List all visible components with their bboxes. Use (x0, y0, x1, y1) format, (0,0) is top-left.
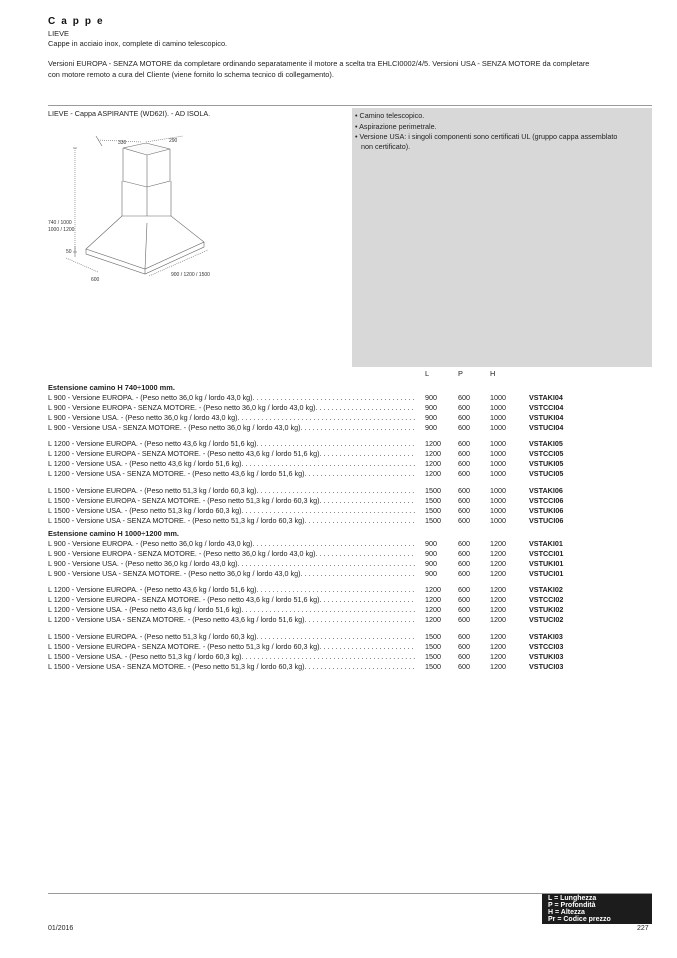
row-description: L 1500 - Versione USA. - (Peso netto 51,3 kg / lordo 60,3 kg). . . . (48, 506, 416, 516)
row-code: VSTUCI05 (529, 469, 564, 479)
table-row (48, 506, 608, 516)
row-description: L 1500 - Versione EUROPA. - (Peso netto 51,3 kg / lordo 60,3 kg). . . . (48, 632, 416, 642)
row-code: VSTUKI02 (529, 605, 564, 615)
row-code: VSTCCI03 (529, 641, 564, 651)
row-code: VSTAKI03 (529, 631, 563, 641)
table-row (48, 569, 608, 579)
table-row (48, 449, 608, 459)
row-description: L 1500 - Versione USA. - (Peso netto 51,3 kg / lordo 60,3 kg). . . . (48, 652, 416, 662)
row-height: 1000 (490, 439, 506, 449)
row-description: L 1500 - Versione EUROPA - SENZA MOTORE. - (Peso netto 51,3 kg / lordo 60,3 kg). . . . (48, 496, 416, 506)
row-code: VSTAKI01 (529, 539, 563, 548)
feature-item: • Versione USA: i singoli componenti sono certificati UL (gruppo cappa assemblato (355, 132, 618, 141)
row-depth: 600 (458, 641, 470, 651)
row-code: VSTUCI02 (529, 615, 564, 625)
row-height: 1200 (490, 631, 506, 641)
column-header-depth: P (458, 369, 463, 378)
row-code: VSTUCI04 (529, 422, 564, 432)
legend-item: P = Profondità (548, 902, 596, 909)
row-length: 1200 (425, 469, 441, 479)
table-row (48, 605, 608, 615)
dim-height-label-b: 1000 / 1200 (48, 227, 75, 233)
row-length: 1500 (425, 515, 441, 525)
row-length: 900 (425, 393, 437, 402)
row-code: VSTCCI02 (529, 595, 564, 605)
row-code: VSTCCI04 (529, 402, 564, 412)
row-code: VSTUKI06 (529, 505, 564, 515)
table-row (48, 632, 608, 642)
row-description: L 1500 - Versione EUROPA. - (Peso netto 51,3 kg / lordo 60,3 kg). . . . (48, 486, 416, 496)
feature-item: non certificato). (361, 142, 411, 151)
table-row (48, 423, 608, 433)
table-row (48, 459, 608, 469)
page-title: Cappe (48, 16, 109, 27)
legend-item: L = Lunghezza (548, 895, 597, 902)
row-length: 1500 (425, 641, 441, 651)
row-depth: 600 (458, 651, 470, 661)
row-length: 1500 (425, 631, 441, 641)
row-depth: 600 (458, 469, 470, 479)
row-height: 1200 (490, 548, 506, 558)
versions-text-line-2: con motore remoto a cura del Cliente (viene fornito lo schema tecnico di collegamento). (48, 70, 334, 79)
table-row (48, 549, 608, 559)
row-code: VSTAKI04 (529, 393, 563, 402)
row-description: L 1500 - Versione EUROPA - SENZA MOTORE. - (Peso netto 51,3 kg / lordo 60,3 kg). . . . (48, 642, 416, 652)
row-height: 1000 (490, 495, 506, 505)
row-code: VSTUCI03 (529, 661, 564, 671)
dim-height-label-a: 740 / 1000 (48, 220, 72, 226)
row-length: 1200 (425, 605, 441, 615)
row-description: L 1200 - Versione EUROPA - SENZA MOTORE. - (Peso netto 43,6 kg / lordo 51,6 kg). . . . (48, 595, 416, 605)
row-description: L 1200 - Versione EUROPA. - (Peso netto 43,6 kg / lordo 51,6 kg). . . . (48, 439, 416, 449)
row-depth: 600 (458, 661, 470, 671)
row-code: VSTCCI05 (529, 449, 564, 459)
table-row (48, 539, 608, 549)
row-depth: 600 (458, 539, 470, 548)
intro-text: Cappe in acciaio inox, complete di camino telescopico. (48, 39, 228, 48)
product-title: LIEVE - Cappa ASPIRANTE (WD62I). - AD ISOLA. (48, 109, 211, 118)
footer-date: 01/2016 (48, 925, 74, 932)
table-row (48, 516, 608, 526)
row-height: 1000 (490, 412, 506, 422)
row-depth: 600 (458, 459, 470, 469)
row-length: 900 (425, 568, 437, 578)
row-description: L 900 - Versione USA. - (Peso netto 36,0 kg / lordo 43,0 kg). . . . (48, 559, 416, 569)
row-length: 900 (425, 548, 437, 558)
row-length: 1200 (425, 595, 441, 605)
table-row (48, 642, 608, 652)
row-code: VSTUCI06 (529, 515, 564, 525)
legend-item: H = Altezza (548, 909, 585, 916)
row-code: VSTUKI01 (529, 558, 564, 568)
row-description: L 1500 - Versione USA - SENZA MOTORE. - (Peso netto 51,3 kg / lordo 60,3 kg). . . . (48, 516, 416, 526)
row-depth: 600 (458, 505, 470, 515)
row-depth: 600 (458, 515, 470, 525)
row-height: 1000 (490, 402, 506, 412)
row-height: 1000 (490, 505, 506, 515)
row-depth: 600 (458, 615, 470, 625)
row-length: 900 (425, 539, 437, 548)
row-length: 1500 (425, 485, 441, 495)
table-row (48, 585, 608, 595)
row-description: L 1200 - Versione USA. - (Peso netto 43,6 kg / lordo 51,6 kg). . . . (48, 459, 416, 469)
row-depth: 600 (458, 485, 470, 495)
row-code: VSTUCI01 (529, 568, 564, 578)
row-depth: 600 (458, 585, 470, 595)
row-depth: 600 (458, 605, 470, 615)
product-family: LIEVE (48, 29, 69, 38)
row-code: VSTCCI01 (529, 548, 564, 558)
row-length: 1200 (425, 439, 441, 449)
dim-top-depth-label: 290 (169, 138, 178, 144)
row-depth: 600 (458, 402, 470, 412)
row-length: 1200 (425, 585, 441, 595)
row-height: 1200 (490, 568, 506, 578)
table-row (48, 595, 608, 605)
row-depth: 600 (458, 449, 470, 459)
page-number: 227 (637, 925, 649, 932)
row-height: 1200 (490, 605, 506, 615)
dim-thickness-label: 50 (66, 249, 72, 255)
table-row (48, 496, 608, 506)
table-row (48, 662, 608, 672)
table-row (48, 393, 608, 403)
row-depth: 600 (458, 631, 470, 641)
row-height: 1000 (490, 449, 506, 459)
row-length: 1200 (425, 459, 441, 469)
row-description: L 900 - Versione EUROPA - SENZA MOTORE. - (Peso netto 36,0 kg / lordo 43,0 kg). . . . (48, 549, 416, 559)
row-code: VSTUKI05 (529, 459, 564, 469)
table-row (48, 439, 608, 449)
row-height: 1200 (490, 595, 506, 605)
versions-text-line-1: Versioni EUROPA - SENZA MOTORE da completare ordinando separatamente il motore a scelta tra EHLCI0002/4/5. Versioni USA - SENZA MOTORE da completare (48, 59, 590, 68)
hood-technical-drawing (46, 126, 226, 286)
feature-item: • Aspirazione perimetrale. (355, 122, 437, 131)
table-row (48, 559, 608, 569)
row-depth: 600 (458, 558, 470, 568)
row-length: 900 (425, 422, 437, 432)
dim-depth-label: 600 (91, 277, 100, 283)
row-description: L 900 - Versione USA - SENZA MOTORE. - (Peso netto 36,0 kg / lordo 43,0 kg). . . . (48, 423, 416, 433)
table-row (48, 413, 608, 423)
dim-width-label: 900 / 1200 / 1500 (171, 272, 210, 278)
row-description: L 900 - Versione EUROPA. - (Peso netto 36,0 kg / lordo 43,0 kg). . . . (48, 539, 416, 549)
row-height: 1000 (490, 422, 506, 432)
row-depth: 600 (458, 568, 470, 578)
row-height: 1200 (490, 661, 506, 671)
row-description: L 900 - Versione EUROPA - SENZA MOTORE. - (Peso netto 36,0 kg / lordo 43,0 kg). . . . (48, 403, 416, 413)
row-description: L 1200 - Versione USA - SENZA MOTORE. - (Peso netto 43,6 kg / lordo 51,6 kg). . . . (48, 615, 416, 625)
row-description: L 1200 - Versione USA. - (Peso netto 43,6 kg / lordo 51,6 kg). . . . (48, 605, 416, 615)
row-depth: 600 (458, 439, 470, 449)
row-depth: 600 (458, 393, 470, 402)
row-height: 1000 (490, 515, 506, 525)
top-divider (48, 105, 652, 106)
row-length: 900 (425, 412, 437, 422)
row-length: 1500 (425, 651, 441, 661)
row-depth: 600 (458, 595, 470, 605)
row-height: 1000 (490, 393, 506, 402)
row-height: 1200 (490, 558, 506, 568)
row-description: L 900 - Versione USA. - (Peso netto 36,0 kg / lordo 43,0 kg). . . . (48, 413, 416, 423)
row-height: 1000 (490, 485, 506, 495)
table-row (48, 469, 608, 479)
row-length: 1200 (425, 615, 441, 625)
section-heading: Estensione camino H 740÷1000 mm. (48, 383, 175, 392)
row-code: VSTUKI04 (529, 412, 564, 422)
row-depth: 600 (458, 422, 470, 432)
section-heading: Estensione camino H 1000÷1200 mm. (48, 529, 179, 538)
row-height: 1200 (490, 641, 506, 651)
row-length: 900 (425, 402, 437, 412)
row-length: 1500 (425, 661, 441, 671)
row-code: VSTCCI06 (529, 495, 564, 505)
row-height: 1000 (490, 459, 506, 469)
row-code: VSTAKI06 (529, 485, 563, 495)
row-description: L 1200 - Versione EUROPA. - (Peso netto 43,6 kg / lordo 51,6 kg). . . . (48, 585, 416, 595)
row-description: L 1500 - Versione USA - SENZA MOTORE. - (Peso netto 51,3 kg / lordo 60,3 kg). . . . (48, 662, 416, 672)
row-height: 1000 (490, 469, 506, 479)
feature-item: • Camino telescopico. (355, 111, 425, 120)
row-depth: 600 (458, 412, 470, 422)
table-row (48, 615, 608, 625)
legend-item: Pr = Codice prezzo (548, 916, 611, 923)
table-row (48, 652, 608, 662)
row-description: L 1200 - Versione EUROPA - SENZA MOTORE. - (Peso netto 43,6 kg / lordo 51,6 kg). . . . (48, 449, 416, 459)
table-row (48, 486, 608, 496)
row-height: 1200 (490, 585, 506, 595)
row-description: L 900 - Versione EUROPA. - (Peso netto 36,0 kg / lordo 43,0 kg). . . . (48, 393, 416, 403)
row-height: 1200 (490, 539, 506, 548)
row-code: VSTAKI02 (529, 585, 563, 595)
row-length: 1500 (425, 495, 441, 505)
table-row (48, 403, 608, 413)
row-depth: 600 (458, 495, 470, 505)
row-length: 1500 (425, 505, 441, 515)
row-description: L 900 - Versione USA - SENZA MOTORE. - (Peso netto 36,0 kg / lordo 43,0 kg). . . . (48, 569, 416, 579)
row-length: 900 (425, 558, 437, 568)
row-code: VSTAKI05 (529, 439, 563, 449)
row-description: L 1200 - Versione USA - SENZA MOTORE. - (Peso netto 43,6 kg / lordo 51,6 kg). . . . (48, 469, 416, 479)
row-depth: 600 (458, 548, 470, 558)
row-height: 1200 (490, 615, 506, 625)
column-header-height: H (490, 369, 496, 378)
dim-top-width-label: 330 (118, 140, 127, 146)
row-length: 1200 (425, 449, 441, 459)
row-code: VSTUKI03 (529, 651, 564, 661)
column-header-length: L (425, 369, 430, 378)
row-height: 1200 (490, 651, 506, 661)
